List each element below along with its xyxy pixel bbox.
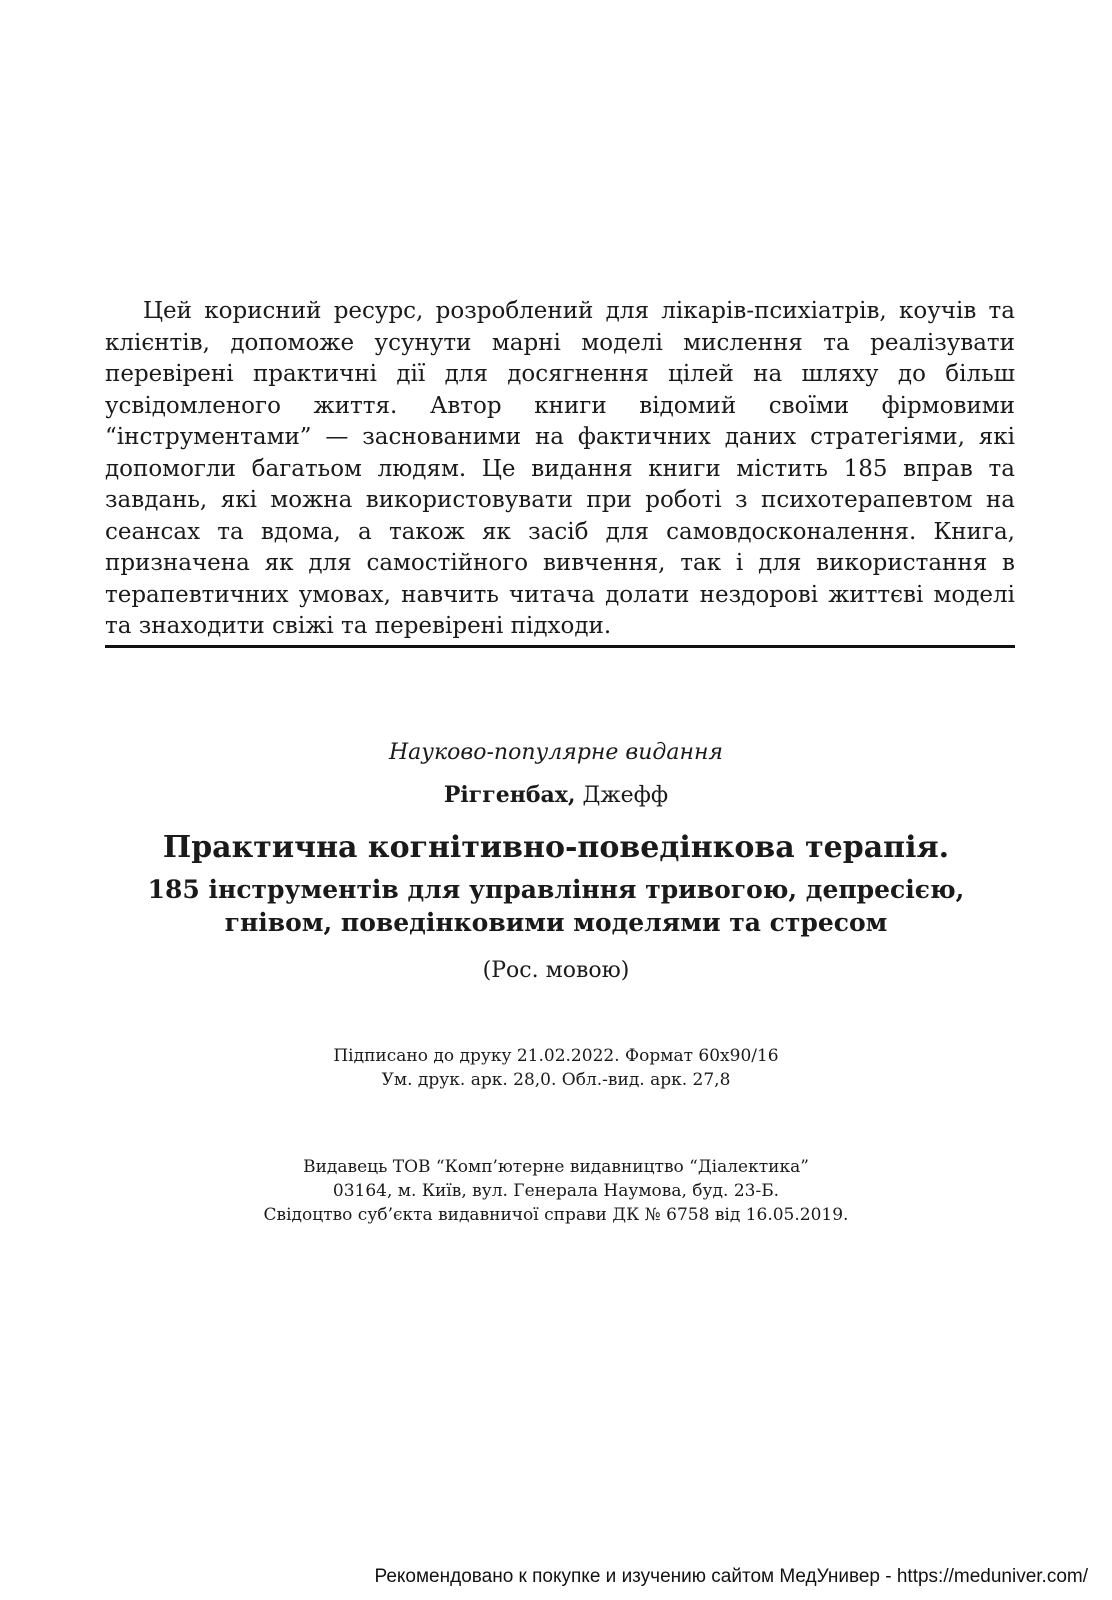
book-subtitle-line-2: гнівом, поведінковими моделями та стресом — [224, 908, 888, 937]
publisher-line-3: Свідоцтво суб’єкта видавничої справи ДК № 6758 від 16.05.2019. — [263, 1205, 849, 1225]
book-title: Практична когнітивно-поведінкова терапія. — [162, 830, 950, 865]
genre-label: Науково-популярне видання — [388, 740, 724, 765]
print-info — [0, 1044, 1112, 1092]
publisher-line-2: 03164, м. Київ, вул. Генерала Наумова, буд. 23-Б. — [332, 1181, 780, 1201]
publisher-info — [0, 1155, 1112, 1227]
author-surname: Ріггенбах, — [443, 782, 576, 808]
footer-watermark-text: Рекомендовано к покупке и изучению сайтом МедУнивер - https://meduniver.com/ — [374, 1566, 1088, 1587]
book-abstract-paragraph: Цей корисний ресурс, розроблений для лікарів-психіатрів, коучів та клієнтів, допоможе усунути марні моделі мислення та реалізувати перевірені практичні дії для досягнення цілей на шляху до більш усвідомленого життя. Автор книги відомий своїми фірмовими “інструментами” — заснованими на фактичних даних стратегіями, які допомогли багатьом людям. Це видання книги містить 185 вправ та завдань, які можна використовувати при роботі з психотерапевтом на сеансах та вдома, а також як засіб для самовдосконалення. Книга, призначена як для самостійного вивчення, так і для використання в терапевтичних умовах, навчить читача долати нездорові життєві моделі та знаходити свіжі та перевірені підходи. — [105, 298, 1015, 639]
author-line — [0, 782, 1112, 808]
language-note: (Рос. мовою) — [482, 958, 630, 983]
section-divider-rule — [105, 645, 1015, 648]
book-subtitle-line-1: 185 інструментів для управління тривогою, депресією, — [147, 875, 965, 904]
print-info-line-1: Підписано до друку 21.02.2022. Формат 60х90/16 — [333, 1046, 779, 1066]
print-info-line-2: Ум. друк. арк. 28,0. Обл.-вид. арк. 27,8 — [381, 1070, 731, 1090]
book-subtitle — [0, 873, 1112, 939]
publisher-line-1: Видавець ТОВ “Комп’ютерне видавництво “Діалектика” — [303, 1157, 809, 1177]
author-name: Джефф — [575, 783, 669, 808]
